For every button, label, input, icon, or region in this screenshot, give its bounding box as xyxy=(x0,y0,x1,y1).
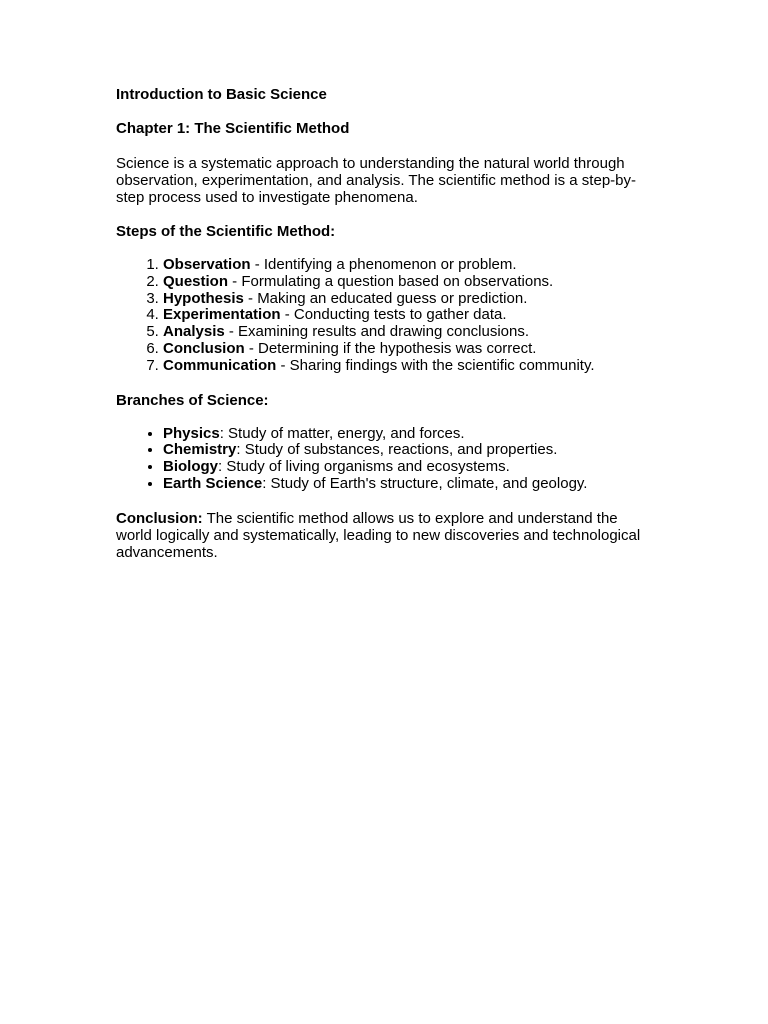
step-desc: - Formulating a question based on observations. xyxy=(228,272,554,290)
document-page xyxy=(116,86,646,577)
document-title: Introduction to Basic Science xyxy=(116,86,327,103)
branch-desc: : Study of matter, energy, and forces. xyxy=(219,424,465,442)
branch-term: Chemistry xyxy=(163,441,237,459)
list-item xyxy=(163,442,646,459)
chapter-heading: Chapter 1: The Scientific Method xyxy=(116,120,350,137)
conclusion-label: Conclusion: xyxy=(116,509,203,527)
branch-desc: : Study of Earth's structure, climate, and geology. xyxy=(262,474,588,492)
branch-desc: : Study of living organisms and ecosystems. xyxy=(218,458,510,476)
intro-paragraph: Science is a systematic approach to understanding the natural world through observation, experimentation, and analysis. The scientific method is a step-by-step process used to investigate phenomena. xyxy=(116,155,636,206)
branch-term: Physics xyxy=(163,424,220,442)
step-term: Question xyxy=(163,272,229,290)
list-item xyxy=(163,274,646,291)
conclusion-paragraph xyxy=(116,510,646,561)
branch-term: Biology xyxy=(163,458,218,476)
step-desc: - Identifying a phenomenon or problem. xyxy=(250,256,517,273)
branches-heading: Branches of Science: xyxy=(116,391,269,409)
step-desc: - Sharing findings with the scientific community. xyxy=(276,356,595,374)
step-term: Analysis xyxy=(163,323,225,341)
step-desc: - Examining results and drawing conclusions. xyxy=(224,323,530,341)
step-term: Hypothesis xyxy=(163,289,244,307)
list-item xyxy=(163,291,646,308)
step-desc: - Conducting tests to gather data. xyxy=(280,306,507,324)
step-term: Observation xyxy=(163,256,251,273)
branch-term: Earth Science xyxy=(163,474,263,492)
list-item xyxy=(163,307,646,324)
branch-desc: : Study of substances, reactions, and properties. xyxy=(236,441,558,459)
list-item xyxy=(163,426,646,443)
conclusion-text: The scientific method allows us to explore and understand the world logically and systematically, leading to new discoveries and technological advancements. xyxy=(116,509,641,561)
step-desc: - Determining if the hypothesis was correct. xyxy=(244,339,537,357)
step-desc: - Making an educated guess or prediction. xyxy=(243,289,528,307)
steps-heading: Steps of the Scientific Method: xyxy=(116,223,336,240)
list-item xyxy=(163,358,646,375)
step-term: Communication xyxy=(163,356,277,374)
list-item xyxy=(163,341,646,358)
list-item xyxy=(163,257,646,274)
steps-list xyxy=(116,257,646,375)
list-item xyxy=(163,324,646,341)
list-item xyxy=(163,459,646,476)
branches-list xyxy=(116,426,646,493)
step-term: Experimentation xyxy=(163,306,281,324)
list-item xyxy=(163,476,646,493)
step-term: Conclusion xyxy=(163,339,245,357)
